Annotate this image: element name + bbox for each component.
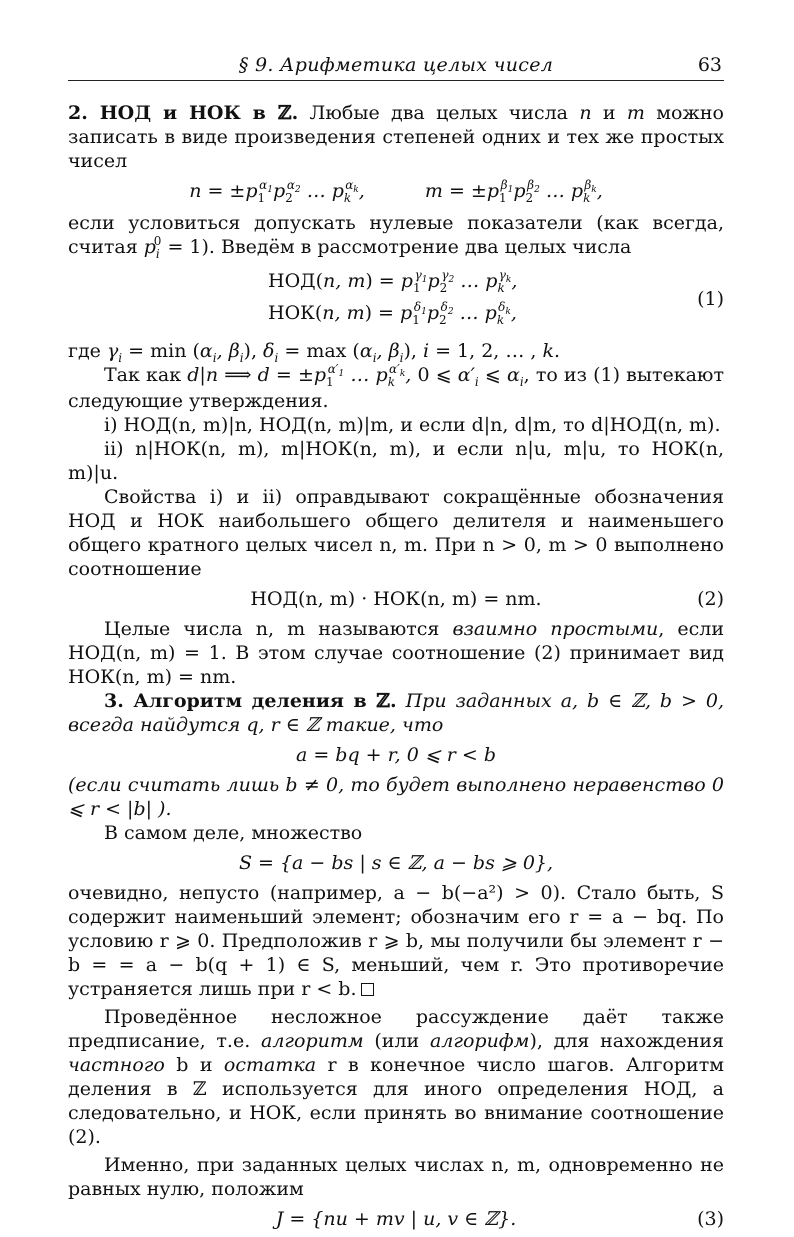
paragraph-coprime: Целые числа n, m называются взаимно простыми, если НОД(n, m) = 1. В этом случае соотношение (2) принимает вид НОК(n, m) = nm. — [68, 618, 725, 688]
equation-number-2: (2) — [697, 588, 724, 610]
paragraph-remark: (если считать лишь b ≠ 0, то будет выполнено неравенство 0 ⩽ r < |b| ). — [68, 774, 724, 820]
qed-square-icon — [361, 983, 374, 996]
section-2-heading: 2. НОД и НОК в ℤ. — [68, 102, 299, 124]
formula-division: a = bq + r, 0 ⩽ r < b — [295, 744, 497, 766]
term-coprime: взаимно простыми — [452, 618, 659, 640]
section-3-heading: 3. Алгоритм деления в ℤ. — [104, 690, 397, 712]
paragraph-indeed: В самом деле, множество — [104, 822, 363, 844]
property-item-ii: ii) n|НОК(n, m), m|НОК(n, m), и если n|u, m|u, то НОК(n, m)|u. — [68, 438, 724, 484]
page-body — [68, 101, 724, 1231]
formula-set-j: J = {nu + mv | u, v ∈ ℤ}. (3) — [275, 1208, 724, 1230]
paragraph-properties: Свойства i) и ii) оправдывают сокращённые обозначения НОД и НОК наибольшего общего делителя и наименьшего общего кратного целых чисел n, m. При n > 0, m > 0 выполнено соотношение — [68, 486, 724, 580]
paragraph-nod-nok-intro: 2. НОД и НОК в ℤ. Любые два целых числа n и m можно записать в виде произведения степеней одних и тех же простых чисел — [68, 102, 724, 172]
formula-prime-factorization: $n = \pm p_1^{\alpha_1}p_2^{\alpha_2}$ … $p_k^{\alpha_k}$, $m = \pm p_1^{\beta_1}p_2^{\beta_2}$ … $p_k^{\beta_k}$, — [189, 178, 603, 205]
paragraph-set-j-intro: Именно, при заданных целых числах n, m, одновременно не равных нулю, положим — [68, 1154, 724, 1200]
term-algorithm: алгоритм — [261, 1030, 364, 1052]
property-item-i: i) НОД(n, m)|n, НОД(n, m)|m, и если d|n, d|m, то d|НОД(n, m). — [104, 414, 721, 436]
formula-set-s: S = {a − bs | s ∈ ℤ, a − bs ⩾ 0}, — [238, 852, 554, 874]
formula-nok: НОК(n, $m) = p_1^{\delta_1}p_2^{\delta_2}$ … $p_k^{\delta_k}$, — [268, 300, 517, 327]
equation-number-3: (3) — [697, 1208, 724, 1230]
running-header — [68, 50, 724, 81]
paragraph-division-algorithm: 3. Алгоритм деления в ℤ. При заданных a, b ∈ ℤ, b > 0, всегда найдутся q, r ∈ ℤ такие, что — [68, 690, 724, 736]
section-title: § 9. Арифметика целых чисел — [238, 54, 554, 76]
paragraph-proof: очевидно, непусто (например, a − b(−a²) > 0). Стало быть, S содержит наименьший элемент; обозначим его r = a − bq. По условию r ⩾ 0. Предположив r ⩾ b, мы получили бы элемент r − b = = a − b(q + 1) ∈ S, меньший, чем r. Это противоречие устраняется лишь при r < b. — [68, 882, 724, 1000]
formula-nod-times-nok: НОД(n, m) · НОК(n, m) = nm. (2) — [250, 588, 724, 610]
book-page — [68, 50, 724, 1237]
paragraph-algorithm-note: Проведённое несложное рассуждение даёт также предписание, т.е. алгоритм (или алгорифм), для нахождения частного b и остатка r в конечное число шагов. Алгоритм деления в ℤ используется для иного определения НОД, а следовательно, и НОК, если принять во внимание соотношение (2). — [68, 1006, 725, 1148]
equation-number-1: (1) — [697, 288, 724, 310]
page-number: 63 — [697, 54, 722, 76]
term-quotient: частного — [68, 1054, 165, 1076]
paragraph-zero-exponents: если условиться допускать нулевые показатели (как всегда, считая $p_i^0 = 1$). Введём в рассмотрение два целых числа — [68, 212, 724, 261]
formula-nod-nok-definitions — [68, 269, 724, 333]
term-remainder: остатка — [223, 1054, 317, 1076]
paragraph-gamma-delta: где $\gamma_i = \min (\alpha_i$, $\beta_i$), $\delta_i = \max (\alpha_i$, $\beta_i$), i = 1, 2, … , k. — [68, 340, 561, 365]
formula-nod: НОД(n, $m) = p_1^{\gamma_1}p_2^{\gamma_2}$ … $p_k^{\gamma_k}$, — [268, 268, 518, 295]
term-algorifm: алгорифм — [429, 1030, 530, 1052]
paragraph-divisibility: Так как d|n ⟹ $d = \pm p_1^{\alpha'_1}$ … $p_k^{\alpha'_k}$, 0 ⩽ $\alpha'_i$ ⩽ $\alpha_i$, то из (1) вытекают следующие утверждения. — [68, 362, 724, 412]
